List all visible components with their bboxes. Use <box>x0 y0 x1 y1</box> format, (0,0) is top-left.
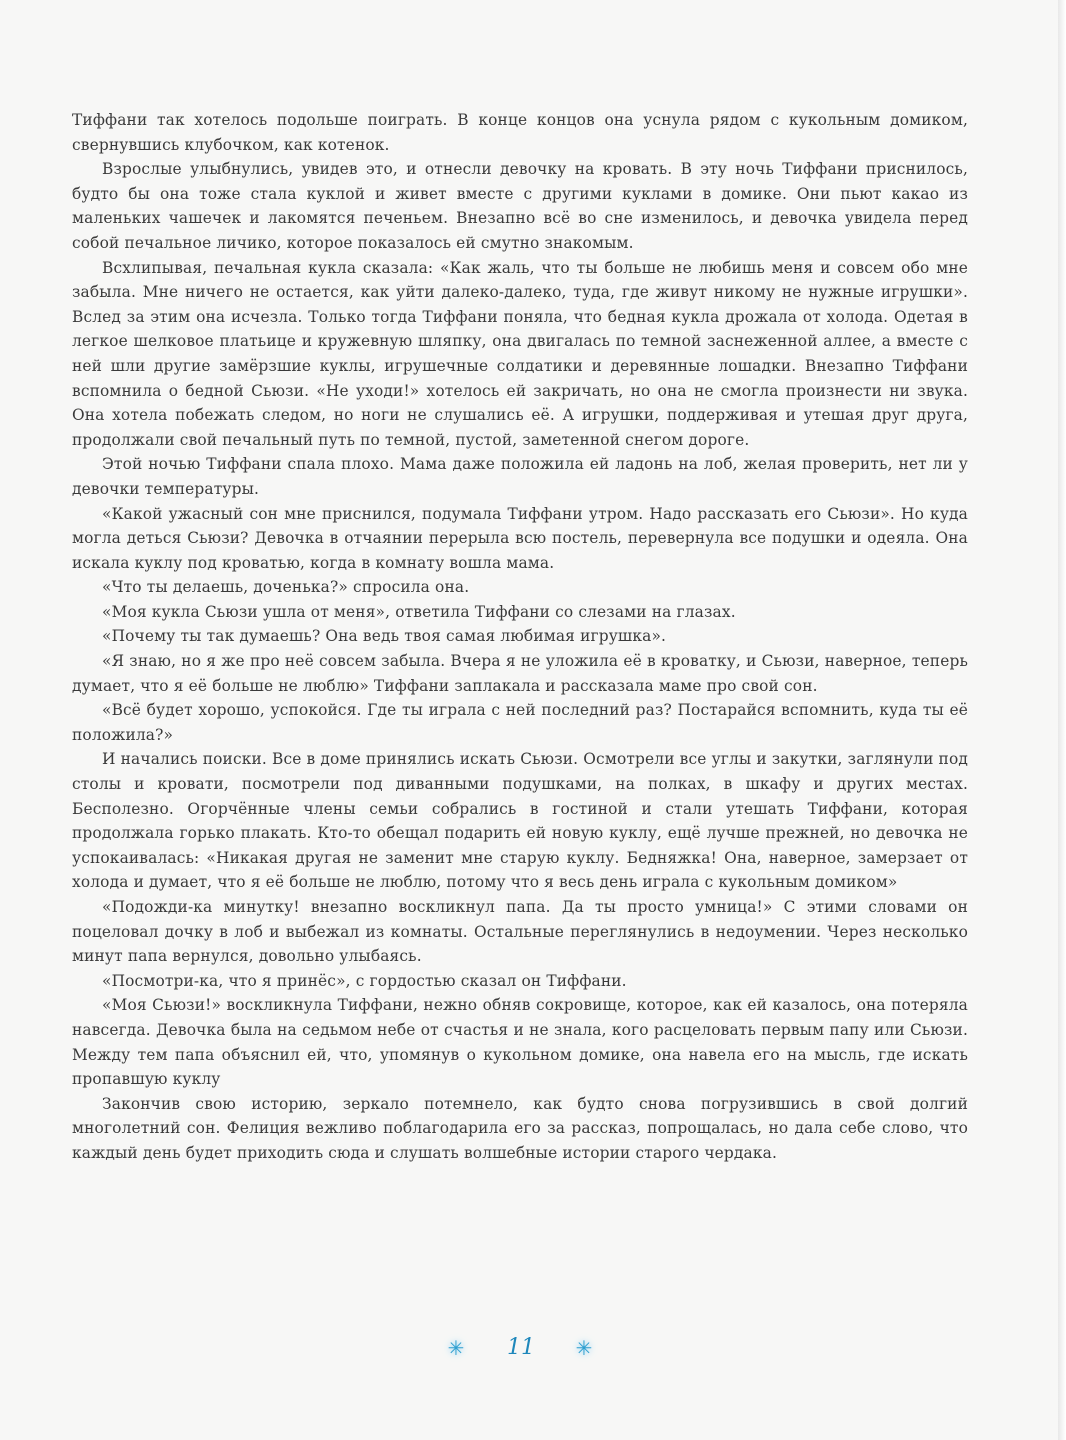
page-number: 11 <box>507 1335 535 1360</box>
paragraph: «Моя Сьюзи!» воскликнула Тиффани, нежно обняв сокровище, которое, как ей казалось, она потеряла навсегда. Девочка была на седьмом небе от счастья и не знала, кого расцеловать первым папу или Сьюзи. Между тем папа объяснил ей, что, упомянув о кукольном домике, она навела его на мысль, где искать пропавшую куклу <box>72 996 968 1089</box>
paragraph: Взрослые улыбнулись, увидев это, и отнесли девочку на кровать. В эту ночь Тиффани приснилось, будто бы она тоже стала куклой и живет вместе с другими куклами в домике. Они пьют какао из маленьких чашечек и лакомятся печеньем. Внезапно всё во сне изменилось, и девочка увидела перед собой печальное личико, которое показалось ей смутно знакомым. <box>72 160 968 252</box>
paragraph: Этой ночью Тиффани спала плохо. Мама даже положила ей ладонь на лоб, желая проверить, нет ли у девочки температуры. <box>72 455 968 498</box>
paragraph: «Я знаю, но я же про неё совсем забыла. Вчера я не уложила её в кроватку, и Сьюзи, наверное, теперь думает, что я её больше не люблю» Тиффани заплакала и рассказала маме про свой сон. <box>72 652 968 695</box>
paragraph: Тиффани так хотелось подольше поиграть. В конце концов она уснула рядом с кукольным домиком, свернувшись клубочком, как котенок. <box>72 111 968 154</box>
paragraph: Всхлипывая, печальная кукла сказала: «Как жаль, что ты больше не любишь меня и совсем обо мне забыла. Мне ничего не остается, как уйти далеко-далеко, туда, где живут никому не нужные игрушки». Вслед за этим она исчезла. Только тогда Тиффани поняла, что бедная кукла дрожала от холода. Одетая в легкое шелковое платьице и кружевную шляпку, она двигалась по темной заснеженной аллее, а вместе с ней шли другие замёрзшие куклы, игрушечные солдатики и деревянные лошадки. Внезапно Тиффани вспомнила о бедной Сьюзи. «Не уходи!» хотелось ей закричать, но она не смогла произнести ни звука. Она хотела побежать следом, но ноги не слушались её. А игрушки, поддерживая и утешая друг друга, продолжали свой печальный путь по темной, пустой, заметенной снегом дороге. <box>72 258 968 449</box>
page-edge <box>1058 0 1066 1440</box>
paragraph: «Моя кукла Сьюзи ушла от меня», ответила Тиффани со слезами на глазах. <box>102 602 736 621</box>
paragraph: Закончив свою историю, зеркало потемнело, как будто снова погрузившись в свой долгий многолетний сон. Фелиция вежливо поблагодарила его за рассказ, попрощалась, но дала себе слово, что каждый день будет приходить сюда и слушать волшебные истории старого чердака. <box>72 1094 968 1162</box>
snowflake-icon: ✳ <box>447 1336 465 1360</box>
paragraph: «Посмотри-ка, что я принёс», с гордостью сказал он Тиффани. <box>102 971 627 990</box>
snowflake-icon: ✳ <box>575 1336 593 1360</box>
story-text <box>72 108 968 1166</box>
paragraph: «Почему ты так думаешь? Она ведь твоя самая любимая игрушка». <box>102 627 667 646</box>
paragraph: И начались поиски. Все в доме принялись искать Сьюзи. Осмотрели все углы и закутки, заглянули под столы и кровати, посмотрели под диванными подушками, на полках, в шкафу и других местах. Бесполезно. Огорчённые члены семьи собрались в гостиной и стали утешать Тиффани, которая продолжала горько плакать. Кто-то обещал подарить ей новую куклу, ещё лучше прежней, но девочка не успокаивалась: «Никакая другая не заменит мне старую куклу. Бедняжка! Она, наверное, замерзает от холода и думает, что я её больше не люблю, потому что я весь день играла с кукольным домиком» <box>72 750 968 892</box>
page-footer <box>0 1330 1058 1366</box>
paragraph: «Подожди-ка минутку! внезапно воскликнул папа. Да ты просто умница!» С этими словами он поцеловал дочку в лоб и выбежал из комнаты. Остальные переглянулись в недоумении. Через несколько минут папа вернулся, довольно улыбаясь. <box>72 898 968 966</box>
paragraph: «Что ты делаешь, доченька?» спросила она. <box>102 578 470 597</box>
paragraph: «Всё будет хорошо, успокойся. Где ты играла с ней последний раз? Постарайся вспомнить, куда ты её положила?» <box>72 701 968 744</box>
paragraph: «Какой ужасный сон мне приснился, подумала Тиффани утром. Надо рассказать его Сьюзи». Но куда могла деться Сьюзи? Девочка в отчаянии перерыла всю постель, перевернула все подушки и одеяла. Она искала куклу под кроватью, когда в комнату вошла мама. <box>72 504 968 572</box>
